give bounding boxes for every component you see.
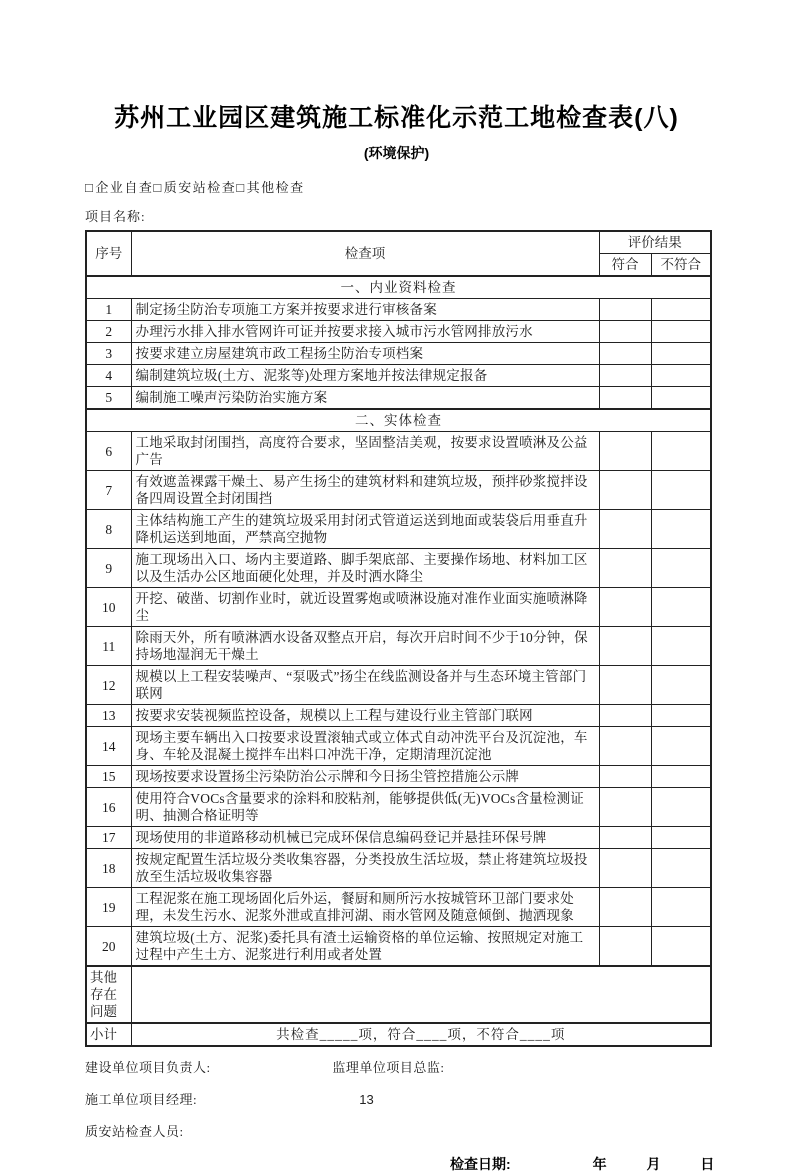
inspection-type-option [153,180,236,195]
checklist-row [86,627,711,666]
row-number: 1 [86,299,131,321]
month-label: 月 [646,1156,661,1172]
pass-cell [599,849,651,888]
check-item-text: 开挖、破凿、切割作业时，就近设置雾炮或喷淋设施对准作业面实施喷淋降尘 [131,588,599,627]
row-number: 8 [86,510,131,549]
fail-cell [651,343,711,365]
fail-cell [651,727,711,766]
check-item-text: 现场按要求设置扬尘污染防治公示牌和今日扬尘管控措施公示牌 [131,766,599,788]
checklist-row [86,510,711,549]
check-item-text: 工地采取封闭围挡，高度符合要求，坚固整洁美观，按要求设置喷淋及公益广告 [131,432,599,471]
subtotal-label: 小计 [86,1023,131,1046]
fail-cell [651,788,711,827]
row-number: 20 [86,927,131,967]
year-label: 年 [592,1156,607,1172]
contractor-signer-label: 施工单位项目经理: [85,1092,198,1107]
column-header-fail: 不符合 [651,254,711,277]
fail-cell [651,705,711,727]
check-item-text: 建筑垃圾(土方、泥浆)委托具有渣土运输资格的单位运输、按照规定对施工过程中产生土方、泥浆进行利用或者处置 [131,927,599,967]
inspection-type-checkboxes [85,177,793,196]
check-item-text: 现场主要车辆出入口按要求设置滚轴式或立体式自动冲洗平台及沉淀池，车身、车轮及混凝土搅拌车出料口冲洗干净，定期清理沉淀池 [131,727,599,766]
check-item-text: 办理污水排入排水管网许可证并按要求接入城市污水管网排放污水 [131,321,599,343]
pass-cell [599,321,651,343]
checklist-row [86,927,711,967]
row-number: 13 [86,705,131,727]
table-header-row [86,231,711,254]
row-number: 10 [86,588,131,627]
column-header-item: 检查项 [131,231,599,276]
checklist-row [86,471,711,510]
row-number: 6 [86,432,131,471]
fail-cell [651,766,711,788]
fail-cell [651,387,711,410]
pass-cell [599,588,651,627]
row-number: 11 [86,627,131,666]
fail-cell [651,471,711,510]
column-header-pass: 符合 [599,254,651,277]
section-title: 一、内业资料检查 [86,276,711,299]
check-item-text: 按要求建立房屋建筑市政工程扬尘防治专项档案 [131,343,599,365]
inspection-type-option [236,180,304,195]
checklist-row [86,727,711,766]
pass-cell [599,299,651,321]
fail-cell [651,888,711,927]
supervisor-signer-label: 监理单位项目总监: [332,1060,445,1075]
check-item-text: 有效遮盖裸露干燥土、易产生扬尘的建筑材料和建筑垃圾，预拌砂浆搅拌设备四周设置全封闭围挡 [131,471,599,510]
checklist-body [86,276,711,966]
inspection-checklist-table [85,230,712,1047]
row-number: 4 [86,365,131,387]
fail-cell [651,827,711,849]
checkbox-icon: □ [236,180,246,195]
owner-signer-label: 建设单位项目负责人: [85,1060,211,1075]
pass-cell [599,365,651,387]
checklist-row [86,549,711,588]
pass-cell [599,471,651,510]
checklist-row [86,849,711,888]
row-number: 9 [86,549,131,588]
check-item-text: 规模以上工程安装噪声、“泵吸式”扬尘在线监测设备并与生态环境主管部门联网 [131,666,599,705]
check-item-text: 使用符合VOCs含量要求的涂料和胶粘剂，能够提供低(无)VOCs含量检测证明、抽测合格证明等 [131,788,599,827]
day-label: 日 [700,1156,715,1172]
checkbox-icon: □ [153,180,163,195]
checklist-row [86,365,711,387]
check-item-text: 主体结构施工产生的建筑垃圾采用封闭式管道运送到地面或装袋后用垂直升降机运送到地面，严禁高空抛物 [131,510,599,549]
inspection-date-line [0,1154,793,1174]
check-item-text: 除雨天外，所有喷淋洒水设备双整点开启，每次开启时间不少于10分钟，保持场地湿润无干燥土 [131,627,599,666]
signer-line-1 [85,1057,793,1076]
check-item-text: 按规定配置生活垃圾分类收集容器，分类投放生活垃圾，禁止将建筑垃圾投放至生活垃圾收集容器 [131,849,599,888]
row-number: 17 [86,827,131,849]
check-item-text: 现场使用的非道路移动机械已完成环保信息编码登记并悬挂环保号牌 [131,827,599,849]
checklist-row [86,666,711,705]
inspection-type-label: 其他检查 [246,180,305,195]
check-item-text: 施工现场出入口、场内主要道路、脚手架底部、主要操作场地、材料加工区以及生活办公区地面硬化处理，并及时洒水降尘 [131,549,599,588]
check-item-text: 按要求安装视频监控设备，规模以上工程与建设行业主管部门联网 [131,705,599,727]
column-header-no: 序号 [86,231,131,276]
other-issues-row [86,966,711,1023]
fail-cell [651,549,711,588]
section-title: 二、实体检查 [86,409,711,432]
row-number: 16 [86,788,131,827]
pass-cell [599,343,651,365]
row-number: 12 [86,666,131,705]
fail-cell [651,849,711,888]
pass-cell [599,766,651,788]
section-header-row [86,409,711,432]
pass-cell [599,788,651,827]
row-number: 19 [86,888,131,927]
pass-cell [599,549,651,588]
checklist-row [86,705,711,727]
pass-cell [599,510,651,549]
checklist-row [86,387,711,410]
inspection-type-label: 质安站检查 [163,180,237,195]
other-issues-label: 其他存在问题 [86,966,131,1023]
page-title: 苏州工业园区建筑施工标准化示范工地检查表(八) [114,104,679,132]
fail-cell [651,510,711,549]
pass-cell [599,888,651,927]
column-header-result: 评价结果 [599,231,711,254]
checklist-row [86,766,711,788]
check-item-text: 制定扬尘防治专项施工方案并按要求进行审核备案 [131,299,599,321]
pass-cell [599,727,651,766]
pass-cell [599,927,651,967]
pass-cell [599,387,651,410]
checklist-row [86,827,711,849]
section-header-row [86,276,711,299]
pass-cell [599,705,651,727]
fail-cell [651,365,711,387]
fail-cell [651,666,711,705]
row-number: 2 [86,321,131,343]
checkbox-icon: □ [85,180,95,195]
fail-cell [651,432,711,471]
inspector-signer-label: 质安站检查人员: [85,1124,184,1139]
page-subtitle: (环境保护) [363,145,430,161]
row-number: 5 [86,387,131,410]
checklist-row [86,321,711,343]
row-number: 7 [86,471,131,510]
fail-cell [651,299,711,321]
row-number: 15 [86,766,131,788]
checklist-row [86,888,711,927]
check-item-text: 工程泥浆在施工现场固化后外运，餐厨和厕所污水按城管环卫部门要求处理，未发生污水、泥浆外泄或直排河湖、雨水管网及随意倾倒、抛洒现象 [131,888,599,927]
checklist-row [86,788,711,827]
fail-cell [651,627,711,666]
fail-cell [651,321,711,343]
row-number: 18 [86,849,131,888]
fail-cell [651,927,711,967]
page-number: 13 [359,1092,374,1107]
fail-cell [651,588,711,627]
checklist-row [86,343,711,365]
pass-cell [599,827,651,849]
checklist-row [86,432,711,471]
checklist-row [86,299,711,321]
checklist-row [86,588,711,627]
subtotal-row [86,1023,711,1046]
pass-cell [599,627,651,666]
check-item-text: 编制施工噪声污染防治实施方案 [131,387,599,410]
inspection-type-label: 企业自查 [95,180,154,195]
pass-cell [599,666,651,705]
check-item-text: 编制建筑垃圾(土方、泥浆等)处理方案地并按法律规定报备 [131,365,599,387]
row-number: 14 [86,727,131,766]
row-number: 3 [86,343,131,365]
other-issues-blank-cell [131,966,711,1023]
subtotal-summary-text: 共检查_____项，符合____项，不符合____项 [131,1023,711,1046]
inspection-date-label: 检查日期: [450,1156,511,1172]
inspection-type-option [85,180,153,195]
project-name-label: 项目名称: [85,209,146,224]
pass-cell [599,432,651,471]
